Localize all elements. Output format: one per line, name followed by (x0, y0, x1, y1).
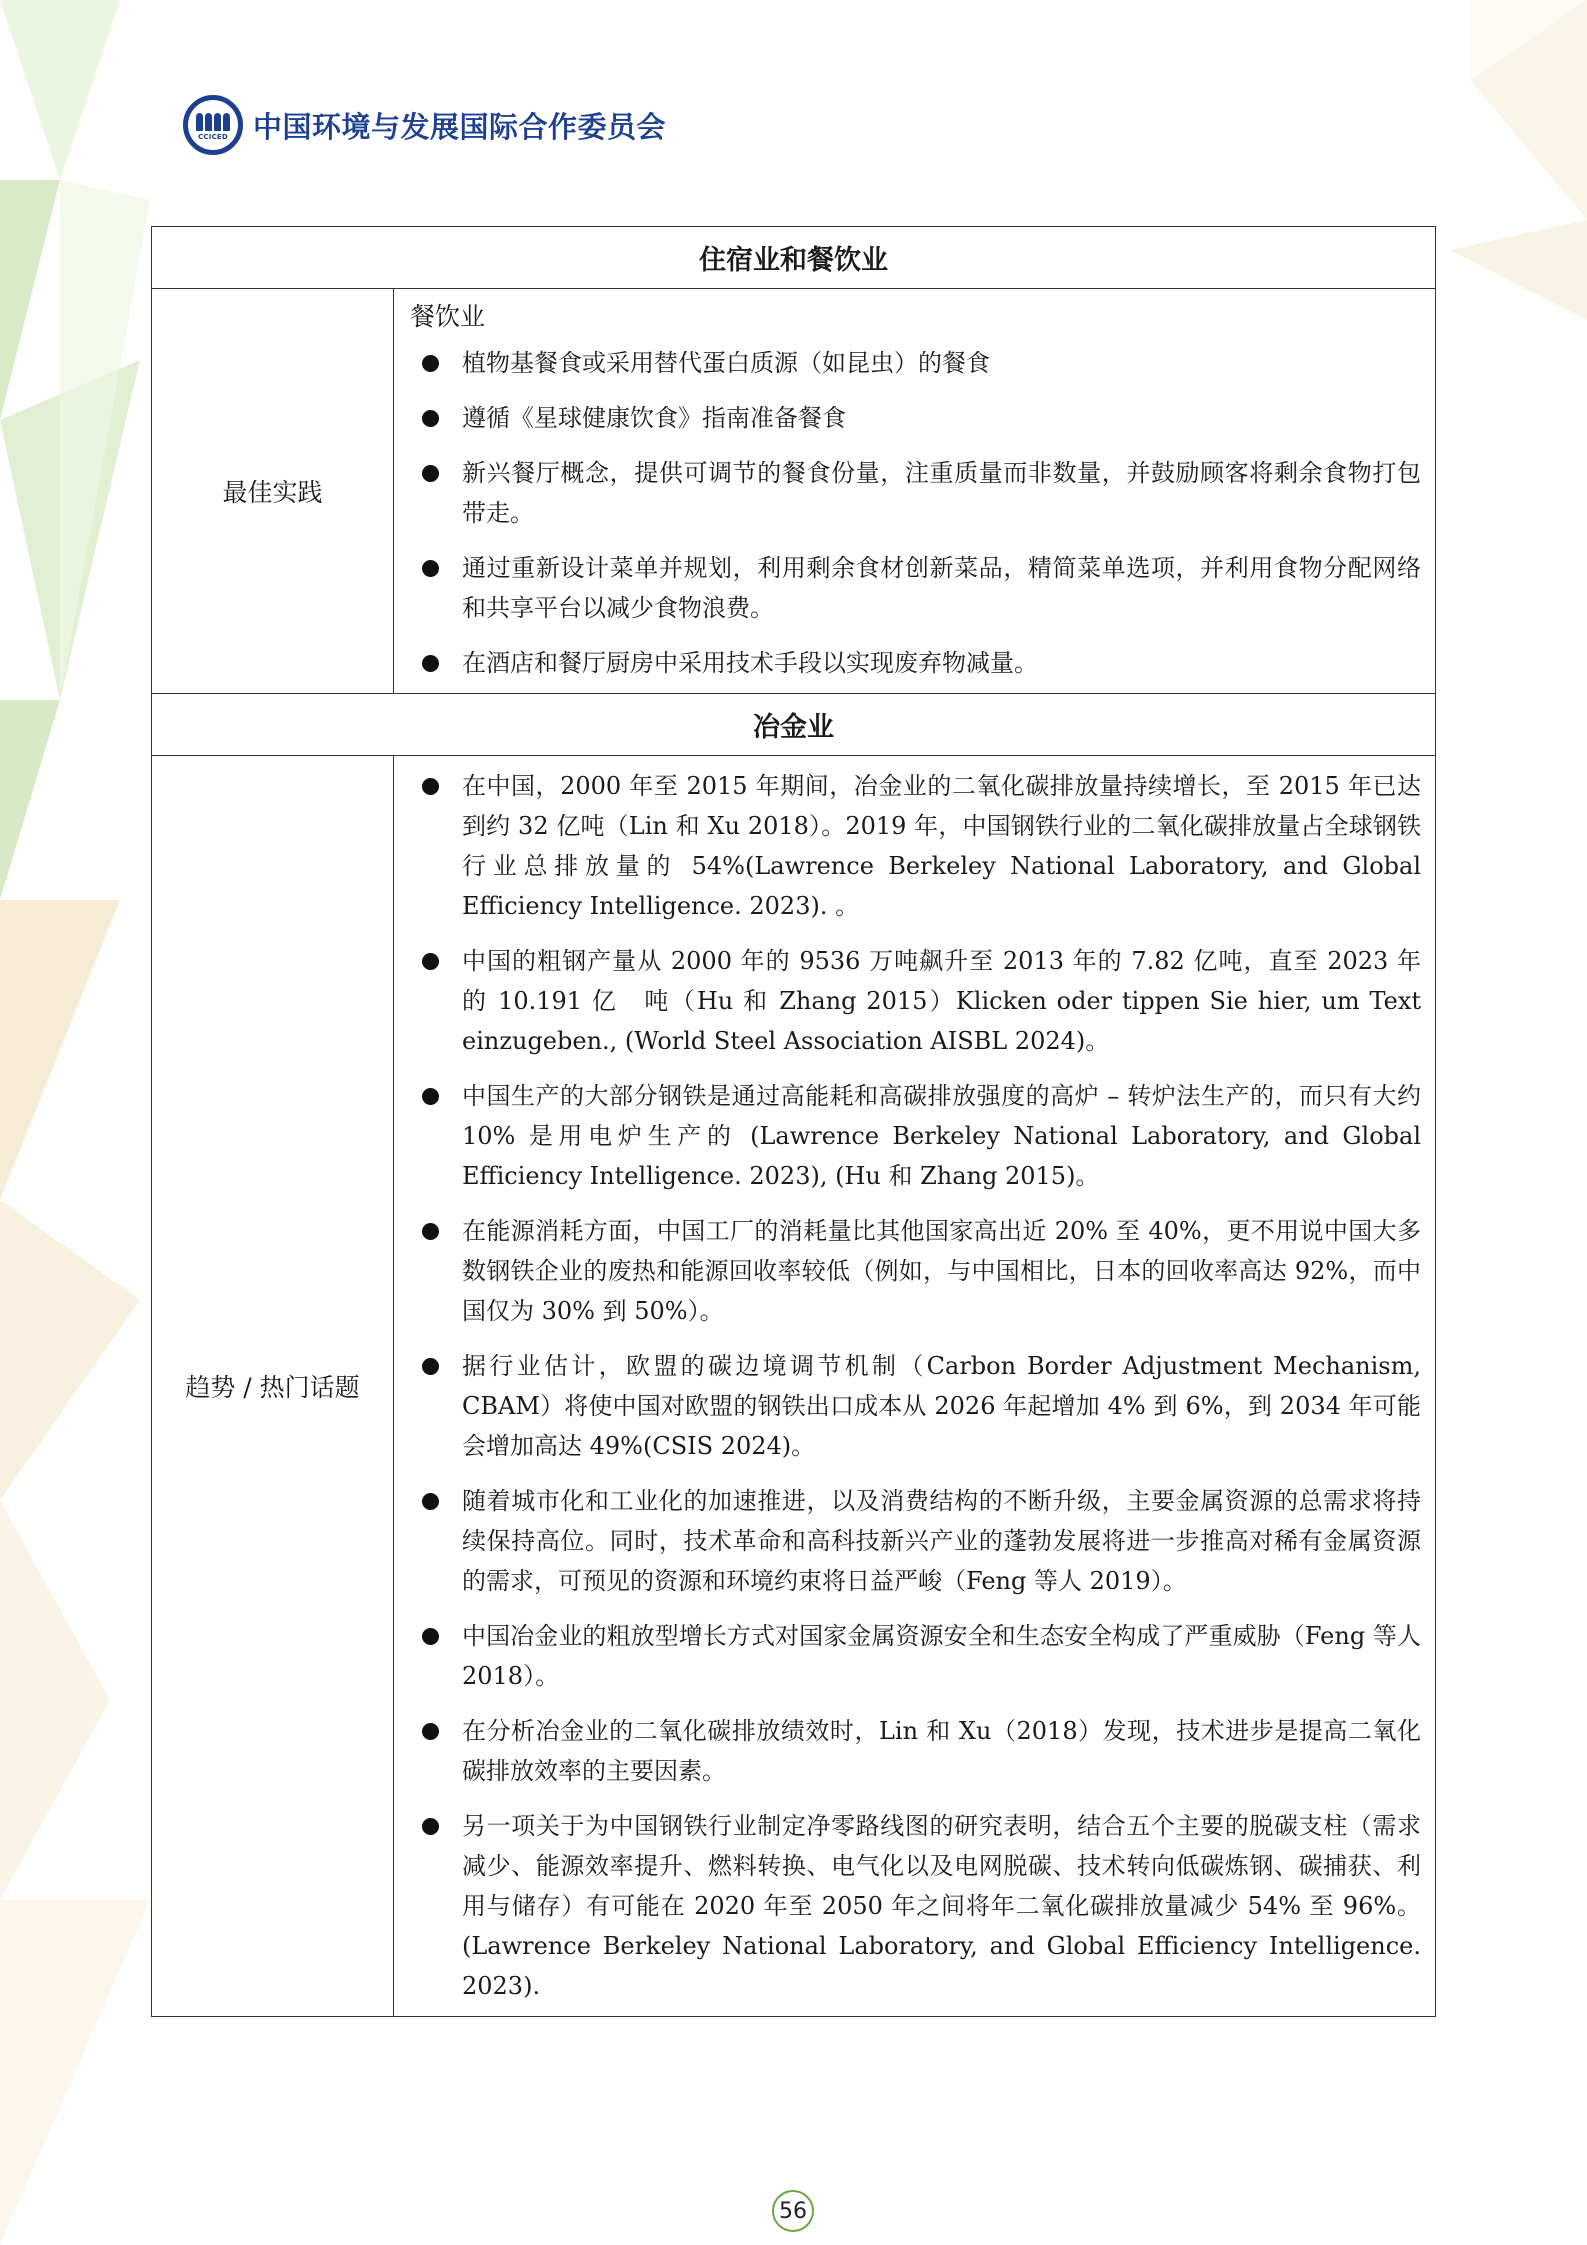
row-label: 趋势 / 热门话题 (152, 756, 394, 2016)
row-label: 最佳实践 (152, 289, 394, 693)
bullet-item: 中国冶金业的粗放型增长方式对国家金属资源安全和生态安全构成了严重威胁（Feng 等人 2018）。 (410, 1616, 1421, 1696)
bullet-item: 在分析冶金业的二氧化碳排放绩效时，Lin 和 Xu（2018）发现，技术进步是提高二氧化碳排放效率的主要因素。 (410, 1711, 1421, 1791)
bullet-item: 中国生产的大部分钢铁是通过高能耗和高碳排放强度的高炉 – 转炉法生产的，而只有大约 10% 是用电炉生产的 (Lawrence Berkeley National Laboratory, and Global Efficiency Intelligence. 2023), (Hu 和 Zhang 2015)。 (410, 1076, 1421, 1196)
bullet-item: 植物基餐食或采用替代蛋白质源（如昆虫）的餐食 (410, 343, 1421, 383)
org-name: 中国环境与发展国际合作委员会 (253, 109, 667, 144)
bullet-item: 在能源消耗方面，中国工厂的消耗量比其他国家高出近 20% 至 40%，更不用说中国大多数钢铁企业的废热和能源回收率较低（例如，与中国相比，日本的回收率高达 92%，而中国仅为 30% 到 50%）。 (410, 1211, 1421, 1331)
bullet-item: 在酒店和餐厅厨房中采用技术手段以实现废弃物减量。 (410, 643, 1421, 683)
section-title: 住宿业和餐饮业 (152, 227, 1435, 289)
bullet-item: 遵循《星球健康饮食》指南准备餐食 (410, 398, 1421, 438)
bullet-list (410, 343, 1421, 683)
bullet-item: 新兴餐厅概念，提供可调节的餐食份量，注重质量而非数量，并鼓励顾客将剩余食物打包带走。 (410, 453, 1421, 533)
table-row (152, 289, 1435, 694)
bullet-item: 据行业估计，欧盟的碳边境调节机制（Carbon Border Adjustment Mechanism, CBAM）将使中国对欧盟的钢铁出口成本从 2026 年起增加 4% 到 6%，到 2034 年可能会增加高达 49%(CSIS 2024)。 (410, 1346, 1421, 1466)
bullet-item: 另一项关于为中国钢铁行业制定净零路线图的研究表明，结合五个主要的脱碳支柱（需求减少、能源效率提升、燃料转换、电气化以及电网脱碳、技术转向低碳炼钢、碳捕获、利用与储存）有可能在 2020 年至 2050 年之间将年二氧化碳排放量减少 54% 至 96%。(Lawrence Berkeley National Laboratory, and Global Efficiency Intelligence. 2023). (410, 1806, 1421, 2006)
row-content (394, 756, 1445, 2016)
bullet-item: 随着城市化和工业化的加速推进，以及消费结构的不断升级，主要金属资源的总需求将持续保持高位。同时，技术革命和高科技新兴产业的蓬勃发展将进一步推高对稀有金属资源的需求，可预见的资源和环境约束将日益严峻（Feng 等人 2019）。 (410, 1481, 1421, 1601)
content-table (151, 226, 1445, 2017)
page-number: 56 (772, 2190, 814, 2232)
logo-text: CCICED (198, 133, 228, 141)
bullet-item: 中国的粗钢产量从 2000 年的 9536 万吨飙升至 2013 年的 7.82 亿吨，直至 2023 年 的 10.191 亿 吨（Hu 和 Zhang 2015）Klicken oder tippen Sie hier, um Text einzugeben., (World Steel Association AISBL 2024)。 (410, 941, 1421, 1061)
row-content (394, 289, 1435, 693)
bullet-list (410, 766, 1445, 2006)
header (183, 95, 666, 155)
cciced-logo (183, 95, 243, 155)
table-row (152, 756, 1445, 2016)
bullet-item: 在中国，2000 年至 2015 年期间，冶金业的二氧化碳排放量持续增长，至 2015 年已达到约 32 亿吨（Lin 和 Xu 2018）。2019 年，中国钢铁行业的二氧化碳排放量占全球钢铁行业总排放量的 54%(Lawrence Berkeley National Laboratory, and Global Efficiency Intelligence. 2023). 。 (410, 766, 1421, 926)
section-title: 冶金业 (152, 694, 1435, 756)
row-subheading: 餐饮业 (410, 302, 486, 331)
bullet-item: 通过重新设计菜单并规划，利用剩余食材创新菜品，精简菜单选项，并利用食物分配网络和共享平台以减少食物浪费。 (410, 548, 1421, 628)
